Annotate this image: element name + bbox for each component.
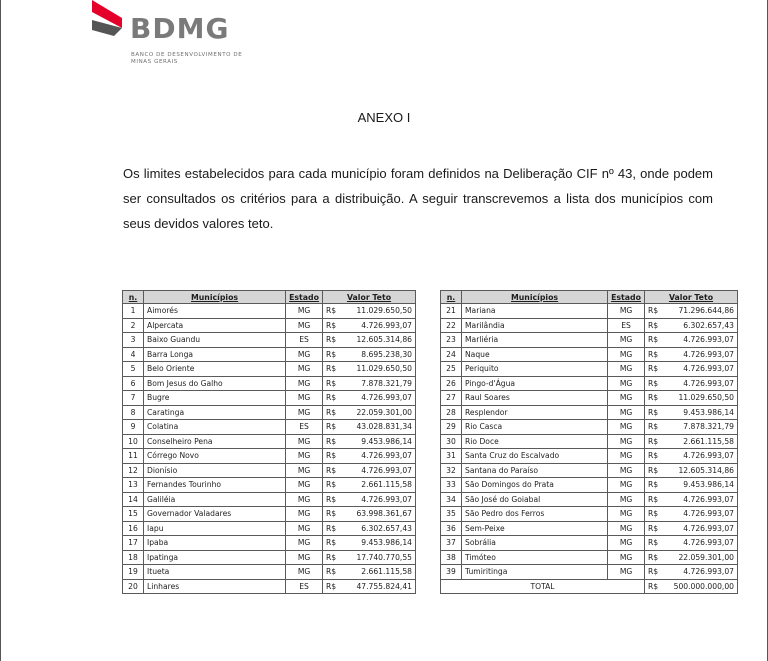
row-state: MG: [286, 434, 323, 449]
row-municipality: Naque: [462, 347, 608, 362]
row-number: 9: [123, 420, 144, 435]
header-municipio: Municípios: [462, 291, 608, 304]
row-number: 18: [123, 550, 144, 565]
row-number: 32: [441, 463, 462, 478]
total-row: [441, 579, 738, 594]
row-state: ES: [286, 579, 323, 594]
logo-tagline: BANCO DE DESENVOLVIMENTO DE MINAS GERAIS: [131, 52, 243, 65]
table-row: [123, 333, 416, 348]
row-value: 4.726.993,07: [663, 347, 738, 362]
row-state: MG: [608, 434, 645, 449]
row-value: 4.726.993,07: [663, 362, 738, 377]
row-value: 4.726.993,07: [663, 449, 738, 464]
row-currency: R$: [645, 376, 664, 391]
row-municipality: Pingo-d'Água: [462, 376, 608, 391]
row-value: 4.726.993,07: [663, 565, 738, 580]
row-number: 39: [441, 565, 462, 580]
row-municipality: São Domingos do Prata: [462, 478, 608, 493]
row-currency: R$: [323, 362, 342, 377]
row-value: 11.029.650,50: [663, 391, 738, 406]
row-municipality: Mariana: [462, 304, 608, 319]
table-row: [123, 565, 416, 580]
row-number: 27: [441, 391, 462, 406]
row-currency: R$: [645, 405, 664, 420]
row-number: 13: [123, 478, 144, 493]
municipalities-tables: [122, 290, 738, 600]
row-value: 47.755.824,41: [341, 579, 416, 594]
row-state: MG: [608, 463, 645, 478]
row-municipality: Barra Longa: [144, 347, 286, 362]
row-municipality: Periquito: [462, 362, 608, 377]
row-state: MG: [608, 391, 645, 406]
row-municipality: São Pedro dos Ferros: [462, 507, 608, 522]
row-number: 38: [441, 550, 462, 565]
row-municipality: Aimorés: [144, 304, 286, 319]
table-row: [123, 318, 416, 333]
row-municipality: Linhares: [144, 579, 286, 594]
table-row: [123, 478, 416, 493]
row-value: 9.453.986,14: [663, 405, 738, 420]
table-row: [441, 420, 738, 435]
row-currency: R$: [645, 347, 664, 362]
row-municipality: Belo Oriente: [144, 362, 286, 377]
row-municipality: Dionísio: [144, 463, 286, 478]
row-state: MG: [286, 391, 323, 406]
row-currency: R$: [323, 536, 342, 551]
row-number: 2: [123, 318, 144, 333]
row-municipality: Galiléia: [144, 492, 286, 507]
row-value: 4.726.993,07: [341, 492, 416, 507]
table-row: [441, 347, 738, 362]
row-state: ES: [286, 333, 323, 348]
row-currency: R$: [323, 347, 342, 362]
row-currency: R$: [645, 507, 664, 522]
table-header-row: [441, 291, 738, 304]
row-state: MG: [608, 550, 645, 565]
table-row: [123, 521, 416, 536]
row-value: 2.661.115,58: [663, 434, 738, 449]
row-value: 22.059.301,00: [663, 550, 738, 565]
row-currency: R$: [323, 507, 342, 522]
row-currency: R$: [323, 333, 342, 348]
table-header-row: [123, 291, 416, 304]
row-number: 22: [441, 318, 462, 333]
row-state: MG: [608, 565, 645, 580]
row-municipality: Alpercata: [144, 318, 286, 333]
row-number: 31: [441, 449, 462, 464]
row-number: 7: [123, 391, 144, 406]
page-border-left: [0, 0, 1, 661]
table-row: [123, 304, 416, 319]
row-number: 20: [123, 579, 144, 594]
row-municipality: São José do Goiabal: [462, 492, 608, 507]
header-municipio: Municípios: [144, 291, 286, 304]
table-row: [441, 550, 738, 565]
row-currency: R$: [323, 318, 342, 333]
row-municipality: Colatina: [144, 420, 286, 435]
row-state: MG: [286, 492, 323, 507]
row-state: MG: [286, 405, 323, 420]
row-municipality: Rio Doce: [462, 434, 608, 449]
row-currency: R$: [645, 304, 664, 319]
table-row: [441, 463, 738, 478]
total-label: TOTAL: [441, 579, 645, 594]
row-value: 7.878.321,79: [663, 420, 738, 435]
table-row: [441, 449, 738, 464]
row-number: 8: [123, 405, 144, 420]
table-row: [123, 420, 416, 435]
row-currency: R$: [645, 463, 664, 478]
intro-paragraph: Os limites estabelecidos para cada município foram definidos na Deliberação CIF nº 43, onde podem ser consultados os critérios para a distribuição. A seguir transcrevemos a lista dos municípios com seus devidos valores teto.: [123, 166, 713, 231]
row-value: 22.059.301,00: [341, 405, 416, 420]
row-number: 23: [441, 333, 462, 348]
row-state: ES: [608, 318, 645, 333]
row-municipality: Resplendor: [462, 405, 608, 420]
row-municipality: Timóteo: [462, 550, 608, 565]
row-municipality: Córrego Novo: [144, 449, 286, 464]
row-state: MG: [286, 347, 323, 362]
row-value: 71.296.644,86: [663, 304, 738, 319]
row-currency: R$: [323, 449, 342, 464]
row-value: 4.726.993,07: [663, 521, 738, 536]
row-value: 9.453.986,14: [341, 536, 416, 551]
row-municipality: Marilândia: [462, 318, 608, 333]
row-number: 36: [441, 521, 462, 536]
header-valor: Valor Teto: [323, 291, 416, 304]
row-state: MG: [286, 478, 323, 493]
row-value: 4.726.993,07: [341, 318, 416, 333]
row-currency: R$: [645, 333, 664, 348]
row-state: MG: [608, 507, 645, 522]
row-municipality: Governador Valadares: [144, 507, 286, 522]
row-number: 19: [123, 565, 144, 580]
row-currency: R$: [645, 318, 664, 333]
row-currency: R$: [645, 478, 664, 493]
row-state: MG: [608, 536, 645, 551]
row-currency: R$: [323, 565, 342, 580]
municipalities-table-right: [440, 290, 738, 594]
row-state: MG: [608, 333, 645, 348]
table-row: [123, 579, 416, 594]
row-value: 11.029.650,50: [341, 304, 416, 319]
row-municipality: Ipaba: [144, 536, 286, 551]
row-value: 4.726.993,07: [341, 391, 416, 406]
total-currency: R$: [645, 579, 664, 594]
header-n: n.: [123, 291, 144, 304]
row-municipality: Bom Jesus do Galho: [144, 376, 286, 391]
table-row: [441, 565, 738, 580]
bdmg-logo-mark-icon: [92, 0, 126, 42]
row-state: MG: [608, 492, 645, 507]
row-state: ES: [286, 420, 323, 435]
table-row: [441, 318, 738, 333]
row-currency: R$: [645, 550, 664, 565]
table-row: [441, 362, 738, 377]
row-currency: R$: [645, 521, 664, 536]
table-row: [441, 405, 738, 420]
header-valor: Valor Teto: [645, 291, 738, 304]
table-row: [441, 391, 738, 406]
row-value: 9.453.986,14: [663, 478, 738, 493]
table-row: [441, 478, 738, 493]
row-value: 12.605.314,86: [663, 463, 738, 478]
row-value: 2.661.115,58: [341, 565, 416, 580]
row-value: 4.726.993,07: [663, 376, 738, 391]
row-currency: R$: [645, 565, 664, 580]
row-number: 33: [441, 478, 462, 493]
table-row: [123, 463, 416, 478]
row-municipality: Raul Soares: [462, 391, 608, 406]
table-row: [123, 362, 416, 377]
row-municipality: Itueta: [144, 565, 286, 580]
table-row: [123, 507, 416, 522]
row-number: 17: [123, 536, 144, 551]
table-row: [441, 304, 738, 319]
row-number: 14: [123, 492, 144, 507]
row-value: 11.029.650,50: [341, 362, 416, 377]
row-currency: R$: [323, 463, 342, 478]
row-number: 1: [123, 304, 144, 319]
row-municipality: Rio Casca: [462, 420, 608, 435]
row-value: 43.028.831,34: [341, 420, 416, 435]
row-value: 6.302.657,43: [663, 318, 738, 333]
table-row: [123, 405, 416, 420]
row-value: 7.878.321,79: [341, 376, 416, 391]
row-municipality: Conselheiro Pena: [144, 434, 286, 449]
row-state: MG: [608, 405, 645, 420]
row-number: 16: [123, 521, 144, 536]
row-state: MG: [286, 550, 323, 565]
row-number: 29: [441, 420, 462, 435]
row-value: 2.661.115,58: [341, 478, 416, 493]
row-municipality: Tumiritinga: [462, 565, 608, 580]
row-currency: R$: [645, 492, 664, 507]
row-currency: R$: [323, 434, 342, 449]
row-municipality: Caratinga: [144, 405, 286, 420]
row-municipality: Santana do Paraíso: [462, 463, 608, 478]
row-number: 10: [123, 434, 144, 449]
bdmg-logo: [92, 0, 262, 75]
row-state: MG: [608, 449, 645, 464]
row-value: 4.726.993,07: [663, 507, 738, 522]
row-number: 30: [441, 434, 462, 449]
row-currency: R$: [645, 391, 664, 406]
table-row: [123, 492, 416, 507]
row-number: 34: [441, 492, 462, 507]
row-municipality: Sobrália: [462, 536, 608, 551]
row-value: 4.726.993,07: [341, 463, 416, 478]
row-number: 24: [441, 347, 462, 362]
logo-name: BDMG: [130, 12, 230, 45]
row-municipality: Baixo Guandu: [144, 333, 286, 348]
row-municipality: Sem-Peixe: [462, 521, 608, 536]
row-currency: R$: [323, 391, 342, 406]
row-municipality: Santa Cruz do Escalvado: [462, 449, 608, 464]
row-state: MG: [286, 521, 323, 536]
row-currency: R$: [323, 420, 342, 435]
row-value: 4.726.993,07: [341, 449, 416, 464]
row-currency: R$: [323, 376, 342, 391]
row-value: 4.726.993,07: [663, 492, 738, 507]
row-currency: R$: [323, 550, 342, 565]
row-state: MG: [286, 362, 323, 377]
row-number: 21: [441, 304, 462, 319]
row-municipality: Fernandes Tourinho: [144, 478, 286, 493]
row-number: 4: [123, 347, 144, 362]
row-state: MG: [608, 521, 645, 536]
row-value: 12.605.314,86: [341, 333, 416, 348]
row-number: 6: [123, 376, 144, 391]
row-number: 15: [123, 507, 144, 522]
row-number: 12: [123, 463, 144, 478]
table-row: [123, 550, 416, 565]
row-municipality: Iapu: [144, 521, 286, 536]
table-row: [441, 492, 738, 507]
row-state: MG: [286, 449, 323, 464]
row-number: 5: [123, 362, 144, 377]
table-row: [441, 521, 738, 536]
row-state: MG: [608, 362, 645, 377]
row-state: MG: [608, 478, 645, 493]
table-row: [123, 347, 416, 362]
table-row: [123, 536, 416, 551]
row-state: MG: [286, 376, 323, 391]
row-state: MG: [286, 304, 323, 319]
table-row: [441, 333, 738, 348]
table-row: [441, 434, 738, 449]
row-state: MG: [608, 420, 645, 435]
row-currency: R$: [645, 420, 664, 435]
table-row: [123, 449, 416, 464]
row-currency: R$: [323, 579, 342, 594]
row-municipality: Marliéria: [462, 333, 608, 348]
row-currency: R$: [323, 521, 342, 536]
page-title: ANEXO I: [357, 110, 411, 125]
municipalities-table-left: [122, 290, 416, 594]
row-number: 3: [123, 333, 144, 348]
row-currency: R$: [323, 405, 342, 420]
table-row: [123, 391, 416, 406]
row-currency: R$: [645, 536, 664, 551]
row-value: 63.998.361,67: [341, 507, 416, 522]
row-number: 37: [441, 536, 462, 551]
row-currency: R$: [323, 492, 342, 507]
row-state: MG: [608, 347, 645, 362]
row-state: MG: [608, 376, 645, 391]
row-value: 6.302.657,43: [341, 521, 416, 536]
table-row: [441, 536, 738, 551]
row-number: 28: [441, 405, 462, 420]
row-state: MG: [286, 463, 323, 478]
row-currency: R$: [323, 304, 342, 319]
total-value: 500.000.000,00: [663, 579, 738, 594]
row-number: 35: [441, 507, 462, 522]
row-currency: R$: [645, 449, 664, 464]
row-state: MG: [286, 565, 323, 580]
row-number: 25: [441, 362, 462, 377]
row-value: 4.726.993,07: [663, 536, 738, 551]
table-row: [441, 507, 738, 522]
row-value: 17.740.770,55: [341, 550, 416, 565]
row-state: MG: [286, 318, 323, 333]
row-number: 26: [441, 376, 462, 391]
row-state: MG: [608, 304, 645, 319]
row-currency: R$: [645, 362, 664, 377]
row-value: 8.695.238,30: [341, 347, 416, 362]
header-estado: Estado: [608, 291, 645, 304]
table-row: [123, 434, 416, 449]
table-row: [123, 376, 416, 391]
row-currency: R$: [645, 434, 664, 449]
row-value: 4.726.993,07: [663, 333, 738, 348]
row-number: 11: [123, 449, 144, 464]
table-row: [441, 376, 738, 391]
row-municipality: Bugre: [144, 391, 286, 406]
row-currency: R$: [323, 478, 342, 493]
row-municipality: Ipatinga: [144, 550, 286, 565]
row-state: MG: [286, 536, 323, 551]
header-estado: Estado: [286, 291, 323, 304]
row-value: 9.453.986,14: [341, 434, 416, 449]
header-n: n.: [441, 291, 462, 304]
row-state: MG: [286, 507, 323, 522]
